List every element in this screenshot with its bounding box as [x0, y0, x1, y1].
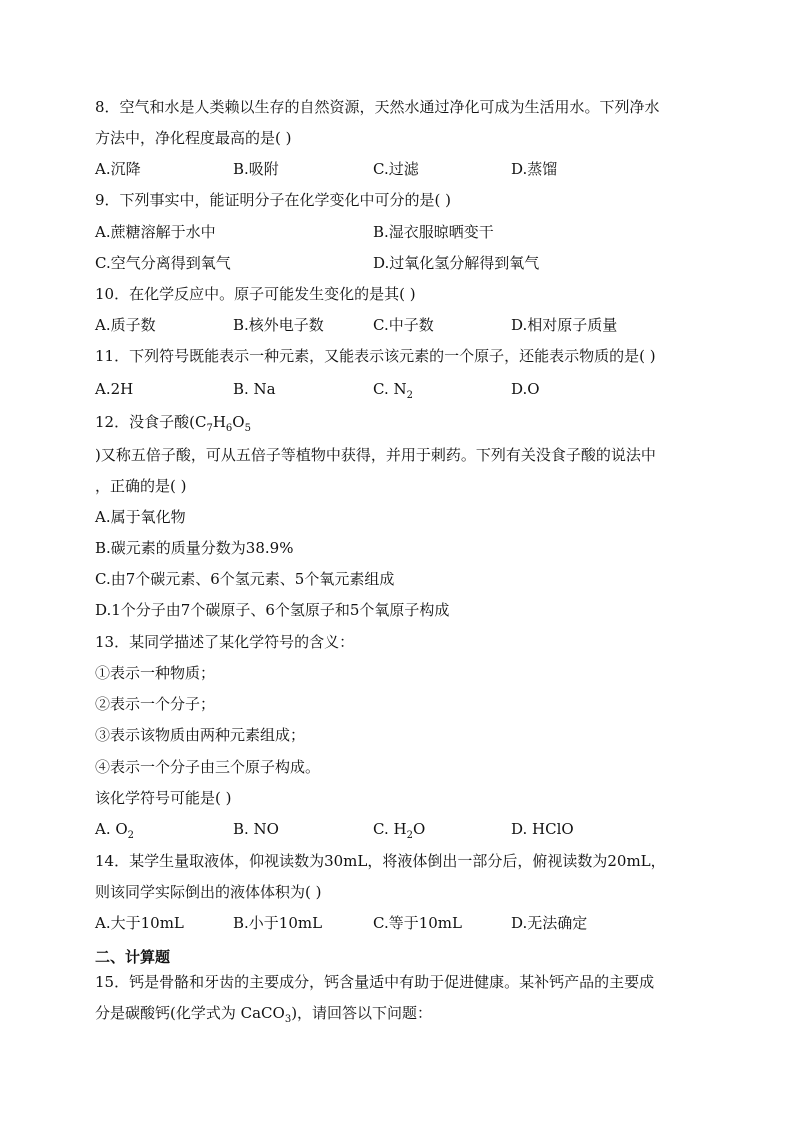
q15-stem-line1: 15．钙是骨骼和牙齿的主要成分，钙含量适中有助于促进健康。某补钙产品的主要成: [95, 973, 655, 991]
q8-stem-line1: 8．空气和水是人类赖以生存的自然资源，天然水通过净化可成为生活用水。下列净水: [95, 98, 660, 116]
formula-c-count: 7: [206, 423, 213, 434]
q13-option-c-subscript: 2: [406, 830, 413, 841]
formula-c: C: [194, 413, 207, 431]
q13-option-a-symbol: A. O: [95, 820, 128, 838]
q11-option-d: D.O: [511, 380, 540, 398]
q12-stem-prefix: 12．没食子酸(: [95, 413, 195, 431]
q13-option-a: [95, 819, 134, 846]
q8-stem-line2: 方法中，净化程度最高的是( ): [95, 129, 292, 147]
q12-formula: [194, 413, 251, 434]
q15-stem-line2-suffix: )，请回答以下问题：: [291, 1004, 433, 1022]
formula-h-count: 6: [225, 423, 233, 434]
q12-option-d: D.1个分子由7个碳原子、6个氢原子和5个氧原子构成: [95, 601, 450, 619]
q10-option-c: C.中子数: [373, 316, 434, 334]
q13-option-c-symbol: C. H: [373, 820, 407, 838]
formula-h: H: [212, 413, 226, 431]
q14-stem-line1: 14．某学生量取液体，仰视读数为30mL，将液体倒出一部分后，俯视读数为20mL，: [95, 852, 666, 870]
q9-stem: 9．下列事实中，能证明分子在化学变化中可分的是( ): [95, 191, 452, 209]
q13-option-a-subscript: 2: [127, 830, 135, 841]
q12-option-a: A.属于氧化物: [95, 508, 186, 526]
q10-stem: 10．在化学反应中。原子可能发生变化的是其( ): [95, 285, 416, 303]
q13-option-c: [373, 819, 425, 846]
q14-option-d: D.无法确定: [511, 914, 588, 932]
q8-option-c: C.过滤: [373, 160, 419, 178]
q13-option-d: D. HClO: [511, 820, 574, 838]
q12-option-c: C.由7个碳元素、6个氢元素、5个氧元素组成: [95, 570, 395, 588]
formula-o: O: [232, 413, 245, 431]
q10-option-a: A.质子数: [95, 316, 156, 334]
q15-stem-line2: [95, 1003, 432, 1030]
q13-option-c-suffix: O: [412, 820, 426, 838]
section-heading-calculation: 二、计算题: [95, 948, 171, 966]
q8-option-b: B.吸附: [233, 160, 279, 178]
q10-option-d: D.相对原子质量: [511, 316, 618, 334]
q15-formula-subscript: 3: [284, 1014, 292, 1025]
q12-option-b: B.碳元素的质量分数为38.9%: [95, 539, 294, 557]
q11-option-a: A.2H: [95, 380, 134, 398]
q11-option-c-subscript: 2: [406, 390, 413, 401]
formula-o-count: 5: [244, 423, 251, 434]
q13-item-3: ③表示该物质由两种元素组成；: [95, 726, 306, 744]
q11-option-c-symbol: C. N: [373, 380, 407, 398]
q8-option-a: A.沉降: [95, 160, 141, 178]
q9-option-b: B.湿衣服晾晒变干: [373, 223, 494, 241]
q9-option-a: A.蔗糖溶解于水中: [95, 223, 216, 241]
q12-stem-line1: [95, 412, 251, 439]
q13-stem: 13．某同学描述了某化学符号的含义：: [95, 633, 355, 651]
q11-option-b: B. Na: [233, 380, 276, 398]
q12-stem-line3: ，正确的是( ): [95, 477, 187, 495]
q14-option-a: A.大于10mL: [95, 914, 184, 932]
q12-stem-line2: )又称五倍子酸，可从五倍子等植物中获得，并用于刺药。下列有关没食子酸的说法中: [95, 446, 656, 464]
q14-stem-line2: 则该同学实际倒出的液体体积为( ): [95, 883, 322, 901]
q14-option-c: C.等于10mL: [373, 914, 462, 932]
q10-option-b: B.核外电子数: [233, 316, 324, 334]
q13-ask: 该化学符号可能是( ): [95, 789, 232, 807]
q13-option-b: B. NO: [233, 820, 279, 838]
q15-stem-line2-prefix: 分是碳酸钙(化学式为 CaCO: [95, 1004, 285, 1022]
q13-item-2: ②表示一个分子；: [95, 695, 216, 713]
q11-option-c: [373, 379, 413, 406]
q9-option-c: C.空气分离得到氧气: [95, 254, 231, 272]
q9-option-d: D.过氧化氢分解得到氧气: [373, 254, 540, 272]
q14-option-b: B.小于10mL: [233, 914, 323, 932]
q11-stem: 11．下列符号既能表示一种元素，又能表示该元素的一个原子，还能表示物质的是( ): [95, 347, 656, 365]
q13-item-4: ④表示一个分子由三个原子构成。: [95, 758, 321, 776]
q8-option-d: D.蒸馏: [511, 160, 558, 178]
q13-item-1: ①表示一种物质；: [95, 664, 216, 682]
